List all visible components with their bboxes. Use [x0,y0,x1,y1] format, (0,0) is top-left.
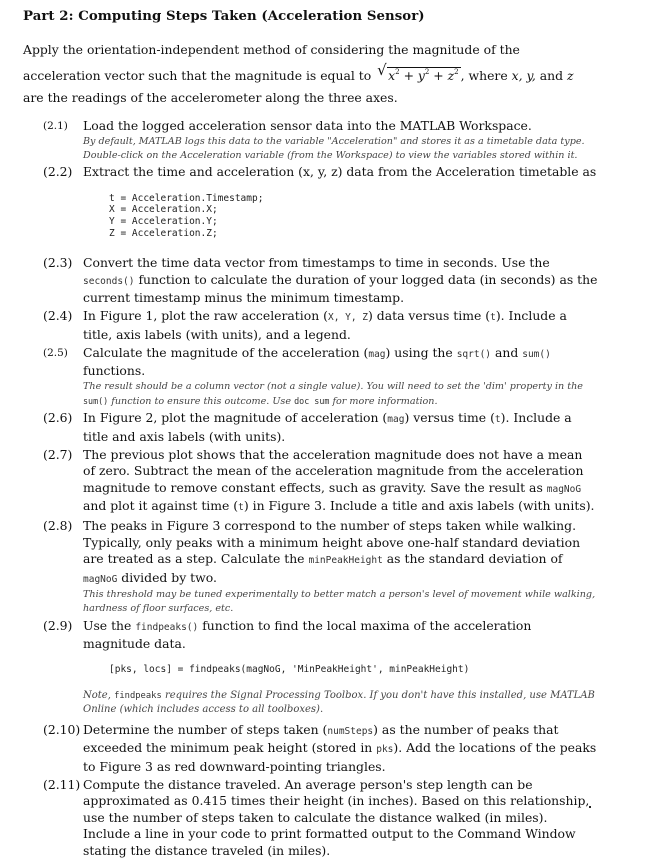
step-2-4: (2.4) In Figure 1, plot the raw acceleration (X, Y, Z) data versus time (t). Include a title, axis labels (with units), and a legend. [43,308,567,342]
step-2-6: (2.6) In Figure 2, plot the magnitude of acceleration (mag) versus time (t). Include a title and axis labels (with units). [43,410,572,444]
step-2-10: (2.10) Determine the number of steps taken (numSteps) as the number of peaks that exceeded the minimum peak height (stored in pks). Add the locations of the peaks to Figure 3 as red downward-pointing triangles. [43,721,597,774]
step-2-9: (2.9) Use the findpeaks() function to find the local maxima of the acceleration magnitude data. [pks, locs] = findpeaks(magNoG, 'MinPeakHeight', minPeakHeight) Note, findpeaks requires the Signal Processing Toolbox. If you don't have this installed, use MATLAB Online (which includes access to all toolboxes). [43,618,598,721]
magnitude-formula: √ $x^2 + y^2 + z^2$ [377,61,459,83]
step-2-5: (2.5) Calculate the magnitude of the acceleration (mag) using the sqrt() and sum() functions. The result should be a column vector (not a single value). You will need to set the 'dim' property in the sum() function to ensure this outcome. Use doc sum for more information. [43,344,583,407]
section-heading: Part 2: Computing Steps Taken (Acceleration Sensor) [23,9,425,24]
step-2-11: (2.11) Compute the distance traveled. An average person's step length can be approximated as 0.415 times their height (in inches). Based on this relationship, use the number of steps taken to calculate the distance walked (in miles). Include a line in your code to print formatted output to the Command Window stating the distance traveled (in miles). [43,776,590,858]
step-2-8: (2.8) The peaks in Figure 3 correspond to the number of steps taken while walking. Typically, only peaks with a minimum height above one-half standard deviation are treated as a step. Calculate the minPeakHeight as the standard deviation of magNoG divided by two. This threshold may be tuned experimentally to better match a person's level of movement while walking, hardness of floor surfaces, etc. [43,518,596,615]
intro-text: Apply the orientation-independent method of considering the magnitude of the acceleration vector such that the magnitude is equal to [23,42,520,83]
step-2-2: (2.2) Extract the time and acceleration (x, y, z) data from the Acceleration timetable as t = Acceleration.Timestamp; X = Acceleration.X; Y = Acceleration.Y; Z = Acceleration.Z; [43,164,597,239]
page-mark [589,806,591,808]
code-block: t = Acceleration.Timestamp; X = Acceleration.X; Y = Acceleration.Y; Z = Acceleration.Z; [109,192,264,239]
step-list [43,118,598,861]
intro-paragraph: Apply the orientation-independent method of considering the magnitude of the acceleration vector such that the magnitude is equal to √ $x^2 + y^2 + z^2$ , where x, y, and z are the readings of the accelerometer along the three axes. [23,42,574,105]
step-2-3: (2.3) Convert the time data vector from timestamps to time in seconds. Use the seconds() function to calculate the duration of your logged data (in seconds) as the current timestamp minus the minimum timestamp. [43,255,598,306]
step-2-7: (2.7) The previous plot shows that the acceleration magnitude does not have a mean of zero. Subtract the mean of the acceleration magnitude from the acceleration magnitude to remove constant effects, such as gravity. Save the result as magNoG and plot it against time (t) in Figure 3. Include a title and axis labels (with units). [43,446,595,514]
code-block: [pks, locs] = findpeaks(magNoG, 'MinPeakHeight', minPeakHeight) [109,663,470,675]
step-2-1: (2.1) Load the logged acceleration sensor data into the MATLAB Workspace. By default, MATLAB logs this data to the variable "Acceleration" and stores it as a timetable data type. Double-click on the Acceleration variable (from the Workspace) to view the variables stored within it. [43,118,585,161]
